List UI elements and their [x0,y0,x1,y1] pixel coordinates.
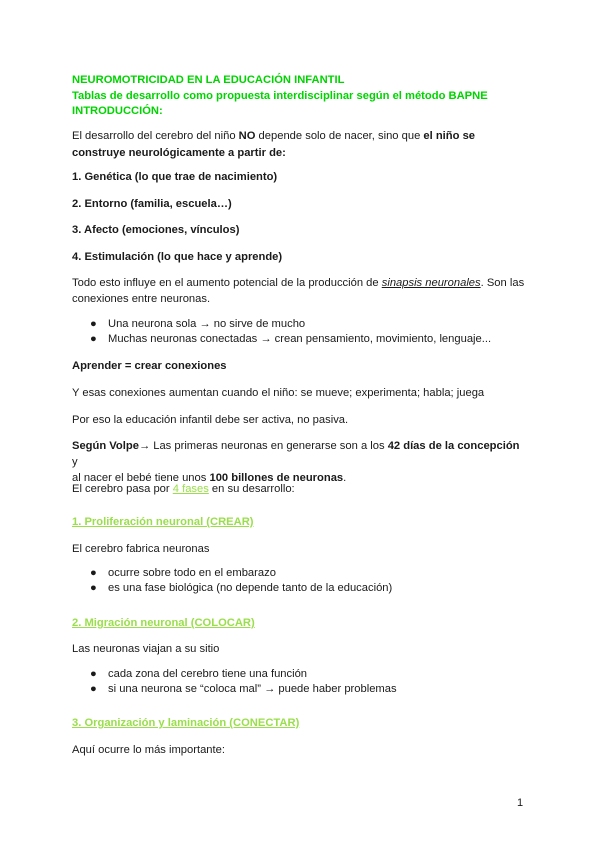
list-item-text: es una fase biológica (no depende tanto de la educación) [108,582,393,594]
volpe-name: Según Volpe [72,440,139,452]
section-1-text: El cerebro fabrica neuronas [72,543,210,555]
bullet-dot: ● [90,683,97,695]
list-item-text: ocurre sobre todo en el embarazo [108,567,276,579]
list-item-text: Muchas neuronas conectadas → crean pensamiento, movimiento, lenguaje... [108,333,492,345]
synapse-text-c: conexiones entre neuronas. [72,293,211,305]
intro-text-a: El desarrollo del cerebro del niño [72,130,239,142]
section-2-text: Las neuronas viajan a su sitio [72,643,220,655]
volpe-text-e: al nacer el bebé tiene unos [72,472,210,484]
synapse-paragraph [72,275,528,307]
synapse-text-a: Todo esto influye en el aumento potencial de la producción de [72,277,382,289]
bullet-dot: ● [90,333,97,345]
section-3-heading: 3. Organización y laminación (CONECTAR) [72,717,300,729]
page-number: 1 [517,797,524,809]
bullet-dot: ● [90,582,97,594]
volpe-neurons: 100 billones de neuronas [209,472,344,484]
list-item-text: si una neurona se “coloca mal” → puede haber problemas [108,683,397,695]
intro-paragraph [72,128,528,162]
volpe-text-b: → Las primeras neuronas en generarse son a los [138,440,388,452]
section-2-heading: 2. Migración neuronal (COLOCAR) [72,617,255,629]
increase-statement: Y esas conexiones aumentan cuando el niño: se mueve; experimenta; habla; juega [72,387,485,399]
factor-affection: 3. Afecto (emociones, vínculos) [72,224,240,236]
section-1-heading: 1. Proliferación neuronal (CREAR) [72,516,254,528]
volpe-paragraph [72,438,528,486]
intro-text-c: depende solo de nacer, sino que [255,130,424,142]
bullet-dot: ● [90,668,97,680]
list-item-text: Una neurona sola → no sirve de mucho [108,318,306,330]
factor-environment: 2. Entorno (familia, escuela…) [72,198,232,210]
intro-text-no: NO [238,130,256,142]
synapse-link[interactable]: sinapsis neuronales [381,277,481,289]
factor-genetics: 1. Genética (lo que trae de nacimiento) [72,171,278,183]
volpe-text-d: y [72,456,78,468]
intro-text-d: el niño se construye neurológicamente a partir de: [72,130,476,159]
phases-text-b: en su desarrollo: [208,483,295,495]
list-item-text: cada zona del cerebro tiene una función [108,668,308,680]
bullet-dot: ● [90,567,97,579]
phases-text-a: El cerebro pasa por [72,483,173,495]
volpe-days: 42 días de la concepción [387,440,520,452]
volpe-text-g: . [343,472,347,484]
section-3-text: Aquí ocurre lo más importante: [72,744,225,756]
learn-statement: Aprender = crear conexiones [72,360,227,372]
synapse-text-b: . Son las [480,277,525,289]
document-subtitle: Tablas de desarrollo como propuesta interdisciplinar según el método BAPNE [72,90,488,102]
phases-link[interactable]: 4 fases [172,483,209,495]
active-statement: Por eso la educación infantil debe ser activa, no pasiva. [72,414,349,426]
factor-stimulation: 4. Estimulación (lo que hace y aprende) [72,251,283,263]
document-title: NEUROMOTRICIDAD EN LA EDUCACIÓN INFANTIL [72,74,345,86]
phases-intro [72,481,528,497]
bullet-dot: ● [90,318,97,330]
intro-heading: INTRODUCCIÓN: [72,105,163,117]
